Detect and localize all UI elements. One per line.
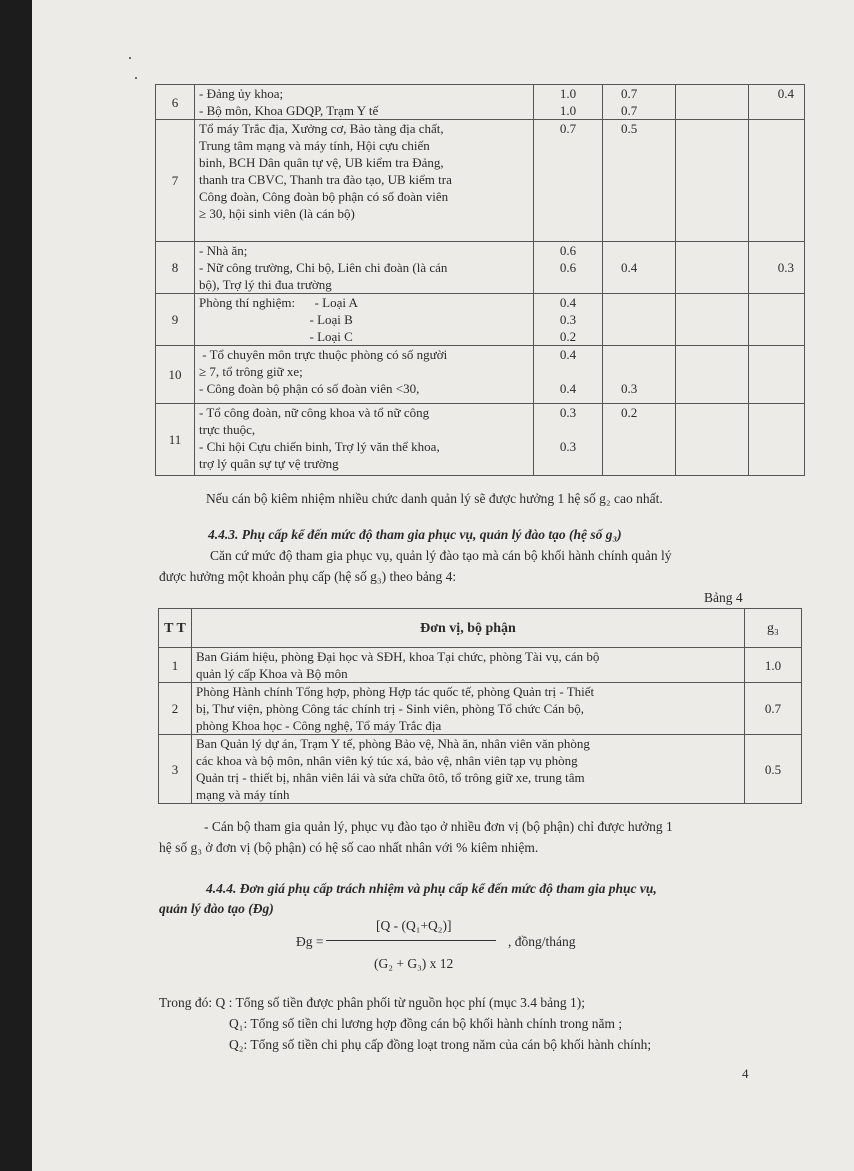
row-unit-line: phòng Khoa học - Công nghệ, Tổ máy Trắc địa	[196, 718, 442, 733]
row-g3-value: 0.7	[745, 683, 802, 735]
row-unit-line: Quản trị - thiết bị, nhân viên lái và sửa chữa ôtô, tổ trông giữ xe, trung tâm	[196, 770, 585, 785]
coefficient-table-continued	[155, 84, 805, 476]
row-unit-line: Phòng Hành chính Tổng hợp, phòng Hợp tác quốc tế, phòng Quản trị - Thiết	[196, 684, 595, 699]
value-col-1-item	[538, 363, 598, 380]
row-unit-line: - Nhà ăn;	[199, 243, 248, 258]
row-unit-cell	[195, 294, 534, 346]
value-col-2-item: 0.7	[621, 103, 638, 118]
value-col-1-item: 0.3	[559, 439, 577, 454]
section-444-heading-line2: quản lý đào tạo (Đg)	[159, 901, 274, 916]
table-row	[156, 346, 805, 404]
table-row	[156, 120, 805, 242]
table-row	[156, 85, 805, 120]
row-unit-cell	[192, 683, 745, 735]
formula-unit: , đồng/tháng	[508, 934, 576, 949]
formula-denominator: (G₂ + G₃) x 12	[374, 956, 454, 971]
table-4	[158, 608, 802, 804]
row-number: 3	[159, 735, 192, 804]
col-header-unit: Đơn vị, bộ phận	[192, 609, 745, 648]
table-row	[159, 683, 802, 735]
row-unit-line: Công đoàn, Công đoàn bộ phận có số đoàn viên	[199, 189, 449, 204]
row-unit-line: Ban Quản lý dự án, Trạm Y tế, phòng Bảo vệ, Nhà ăn, nhân viên văn phòng	[196, 736, 590, 751]
value-col-1-item: 0.2	[559, 329, 577, 344]
row-unit-cell	[195, 242, 534, 294]
formula-lhs: Đg =	[296, 934, 324, 949]
row-unit-line: thanh tra CBVC, Thanh tra đào tạo, UB kiểm tra	[199, 172, 452, 187]
row-number: 9	[156, 294, 195, 346]
value-col-4	[749, 346, 805, 404]
value-col-1-item: 0.3	[559, 312, 577, 327]
value-col-2-item: 0.4	[621, 260, 638, 275]
row-number: 7	[156, 120, 195, 242]
table-row	[159, 648, 802, 683]
row-unit-line: ≥ 7, tổ trông giữ xe;	[199, 364, 303, 379]
row-unit-line: mạng và máy tính	[196, 787, 290, 802]
row-unit-line: Trung tâm mạng và máy tính, Hội cựu chiến	[199, 138, 430, 153]
col-header-g3: g₃	[745, 609, 802, 648]
row-unit-cell	[195, 404, 534, 476]
section-443-heading: 4.4.3. Phụ cấp kể đến mức độ tham gia phục vụ, quản lý đào tạo (hệ số g₃)	[208, 527, 622, 542]
value-col-1-item: 1.0	[559, 86, 577, 101]
value-col-3	[676, 346, 749, 404]
table-row	[156, 242, 805, 294]
row-unit-line: quản lý cấp Khoa và Bộ môn	[196, 666, 348, 681]
formula-q1-definition: Q₁: Tổng số tiền chi lương hợp đồng cán bộ khối hành chính trong năm ;	[229, 1016, 623, 1031]
value-col-4: 0.4	[749, 85, 805, 120]
value-col-2-item: 0.5	[621, 121, 638, 136]
section-443-para1: Căn cứ mức độ tham gia phục vụ, quản lý đào tạo mà cán bộ khối hành chính quản lý	[210, 548, 672, 563]
value-col-2-item: 0.3	[621, 381, 638, 396]
scan-dark-edge	[0, 0, 32, 1171]
value-col-1-item: 0.6	[559, 260, 577, 275]
value-col-3	[676, 242, 749, 294]
row-number: 10	[156, 346, 195, 404]
value-col-2-item: 0.7	[621, 86, 638, 101]
value-col-1	[534, 294, 603, 346]
page-number: 4	[742, 1066, 749, 1081]
row-number: 8	[156, 242, 195, 294]
row-unit-line: Tổ máy Trắc địa, Xưởng cơ, Bảo tàng địa chất,	[199, 121, 444, 136]
row-unit-cell	[195, 346, 534, 404]
formula-q2-definition: Q₂: Tổng số tiền chi phụ cấp đồng loạt trong năm của cán bộ khối hành chính;	[229, 1037, 652, 1052]
row-unit-line: trực thuộc,	[199, 422, 256, 437]
value-col-2-item	[621, 346, 671, 363]
value-col-2	[603, 294, 676, 346]
formula-numerator: [Q - (Q₁+Q₂)]	[376, 918, 452, 933]
value-col-2-item	[621, 363, 671, 380]
row-unit-line: ≥ 30, hội sinh viên (là cán bộ)	[199, 206, 355, 221]
table-4-note2: hệ số g₃ ở đơn vị (bộ phận) có hệ số cao nhất nhân với % kiêm nhiệm.	[159, 840, 539, 855]
value-col-2	[603, 242, 676, 294]
row-unit-line: - Nữ công trường, Chi bộ, Liên chi đoàn (là cán	[199, 260, 448, 275]
value-col-1	[534, 120, 603, 242]
value-col-1-item: 0.4	[559, 295, 577, 310]
value-col-1-item	[538, 421, 598, 438]
row-unit-line: - Bộ môn, Khoa GDQP, Trạm Y tế	[199, 103, 379, 118]
table-row	[156, 404, 805, 476]
row-unit-line: bị, Thư viện, phòng Công tác chính trị - Sinh viên, phòng Tổ chức Cán bộ,	[196, 701, 585, 716]
value-col-3	[676, 404, 749, 476]
value-col-1	[534, 346, 603, 404]
row-g3-value: 0.5	[745, 735, 802, 804]
table-row	[159, 735, 802, 804]
row-unit-line: - Tổ công đoàn, nữ công khoa và tổ nữ công	[199, 405, 430, 420]
value-col-1	[534, 404, 603, 476]
formula-where-q: Trong đó: Q : Tổng số tiền được phân phối từ nguồn học phí (mục 3.4 bảng 1);	[159, 995, 585, 1010]
value-col-2	[603, 85, 676, 120]
value-col-4	[749, 294, 805, 346]
row-number: 2	[159, 683, 192, 735]
value-col-1	[534, 85, 603, 120]
value-col-1-item: 0.6	[559, 243, 577, 258]
row-unit-line: trợ lý quân sự tự vệ trường	[199, 456, 339, 471]
value-col-2	[603, 404, 676, 476]
value-col-3	[676, 85, 749, 120]
table-4-label: Bảng 4	[704, 590, 743, 605]
document-page	[32, 0, 854, 1171]
row-unit-cell	[195, 120, 534, 242]
value-col-3	[676, 120, 749, 242]
row-number: 11	[156, 404, 195, 476]
row-unit-line: Phòng thí nghiệm: - Loại A	[199, 295, 358, 310]
row-g3-value: 1.0	[745, 648, 802, 683]
value-col-2-item	[621, 242, 671, 259]
table-row	[156, 294, 805, 346]
section-443-para2: được hưởng một khoản phụ cấp (hệ số g₃) theo bảng 4:	[159, 569, 457, 584]
section-444-heading-line1: 4.4.4. Đơn giá phụ cấp trách nhiệm và phụ cấp kể đến mức độ tham gia phục vụ,	[206, 881, 657, 896]
value-col-2-item: 0.2	[621, 405, 638, 420]
value-col-1-item: 1.0	[559, 103, 577, 118]
formula-fraction-line	[326, 940, 496, 941]
row-number: 6	[156, 85, 195, 120]
value-col-4: 0.3	[749, 242, 805, 294]
value-col-1	[534, 242, 603, 294]
row-unit-line: Ban Giám hiệu, phòng Đại học và SĐH, khoa Tại chức, phòng Tài vụ, cán bộ	[196, 649, 600, 664]
row-unit-line: - Chi hội Cựu chiến binh, Trợ lý văn thể khoa,	[199, 439, 440, 454]
value-col-2	[603, 346, 676, 404]
row-unit-line: - Loại B	[199, 312, 353, 327]
value-col-2	[603, 120, 676, 242]
row-unit-line: - Công đoàn bộ phận có số đoàn viên <30,	[199, 381, 420, 396]
scan-speck	[129, 57, 131, 59]
row-unit-cell	[195, 85, 534, 120]
col-header-tt: T T	[159, 609, 192, 648]
table-4-note1: - Cán bộ tham gia quản lý, phục vụ đào tạo ở nhiều đơn vị (bộ phận) chỉ được hưởng 1	[204, 819, 673, 834]
row-unit-line: bộ), Trợ lý thi đua trường	[199, 277, 332, 292]
row-unit-cell	[192, 648, 745, 683]
row-unit-cell	[192, 735, 745, 804]
row-number: 1	[159, 648, 192, 683]
table-a-note: Nếu cán bộ kiêm nhiệm nhiều chức danh quản lý sẽ được hưởng 1 hệ số g₂ cao nhất.	[206, 491, 663, 506]
value-col-1-item: 0.4	[559, 381, 577, 396]
value-col-4	[749, 120, 805, 242]
row-unit-line: - Tổ chuyên môn trực thuộc phòng có số người	[199, 347, 448, 362]
row-unit-line: các khoa và bộ môn, nhân viên ký túc xá, bảo vệ, nhân viên tạp vụ phòng	[196, 753, 578, 768]
row-unit-line: - Đảng ủy khoa;	[199, 86, 284, 101]
row-unit-line: - Loại C	[199, 329, 353, 344]
table-header-row	[159, 609, 802, 648]
value-col-3	[676, 294, 749, 346]
row-unit-line: binh, BCH Dân quân tự vệ, UB kiểm tra Đảng,	[199, 155, 444, 170]
value-col-4	[749, 404, 805, 476]
value-col-1-item: 0.3	[559, 405, 577, 420]
scan-speck	[135, 77, 137, 79]
value-col-2-item	[621, 294, 671, 311]
value-col-1-item: 0.4	[559, 347, 577, 362]
value-col-1-item: 0.7	[559, 121, 577, 136]
